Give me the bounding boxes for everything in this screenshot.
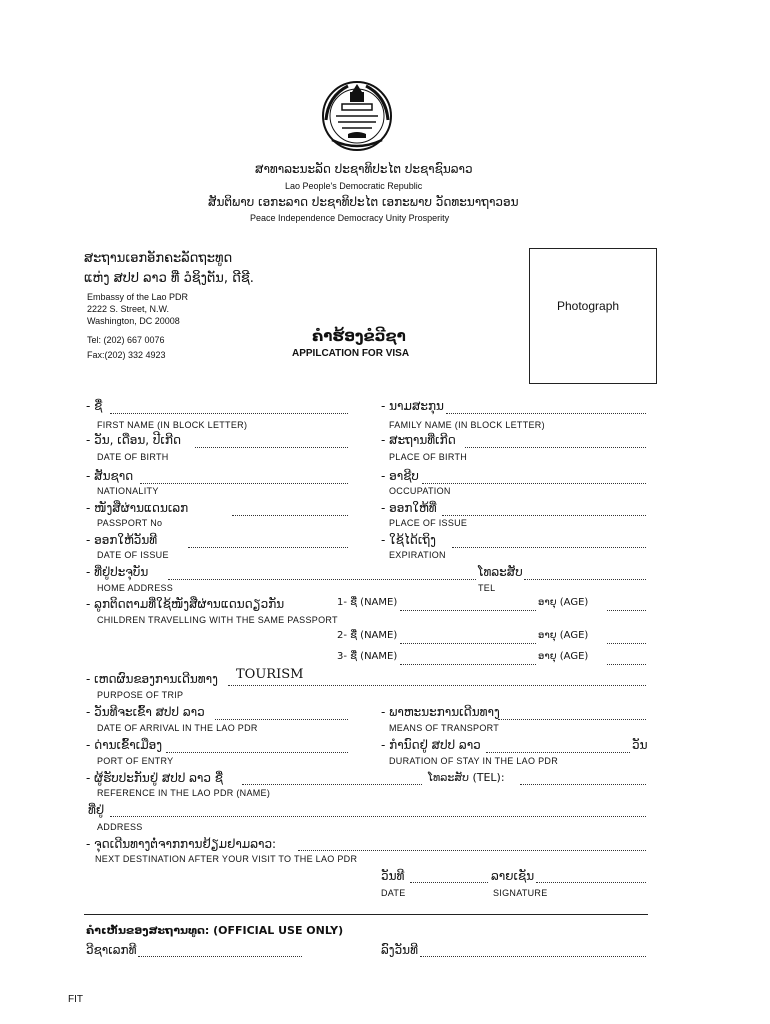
next-destination-field[interactable] [298, 850, 646, 851]
occupation-label-en: OCCUPATION [389, 486, 451, 496]
header-motto-lao: ສັນຕິພາບ ເອກະລາດ ປະຊາທິປະໄຕ ເອກະພາບ ວັດທະນາຖາວອນ [208, 195, 519, 209]
expiration-label-lao: - ໃຊ້ໄດ້ເຖິງ [381, 533, 436, 547]
transport-label-lao: - ພາຫະນະການເດີນທາງ [381, 705, 500, 719]
arrival-label-lao: - ວັນທີຈະເຂົ້າ ສປປ ລາວ [86, 705, 205, 719]
first-name-field[interactable] [110, 413, 348, 414]
duration-label-en: DURATION OF STAY IN THE LAO PDR [389, 756, 558, 766]
home-address-label-lao: - ທີ່ຢູ່ປະຈຸບັນ [86, 565, 149, 579]
dob-label-lao: - ວັນ, ເດືອນ, ປີເກີດ [86, 433, 182, 447]
official-divider [84, 914, 648, 915]
poi-field[interactable] [442, 515, 646, 516]
pob-label-en: PLACE OF BIRTH [389, 452, 468, 462]
home-address-label-en: HOME ADDRESS [97, 583, 174, 593]
photograph-label: Photograph [557, 299, 620, 313]
arrival-field[interactable] [215, 719, 348, 720]
poi-label-en: PLACE OF ISSUE [389, 518, 468, 528]
doi-field[interactable] [188, 547, 348, 548]
purpose-field[interactable] [228, 685, 646, 686]
transport-label-en: MEANS OF TRANSPORT [389, 723, 500, 733]
embassy-lao-line2: ແຫ່ງ ສປປ ລາວ ທີ່ ວໍຊິງຕັນ, ດີຊີ. [84, 271, 254, 286]
passport-field[interactable] [232, 515, 348, 516]
next-destination-label-en: NEXT DESTINATION AFTER YOUR VISIT TO THE LAO PDR [95, 854, 358, 864]
doi-label-lao: - ອອກໃຫ້ວັນທີ [86, 533, 158, 547]
family-name-label-lao: - ນາມສະກຸນ [381, 399, 444, 413]
embassy-city: Washington, DC 20008 [87, 316, 180, 326]
pob-label-lao: - ສະຖານທີ່ເກີດ [381, 433, 456, 447]
address-field[interactable] [110, 816, 646, 817]
child3-name-label: 3- ຊື່ (NAME) [337, 651, 398, 662]
sign-date-label: ລົງວັນທີ [381, 943, 418, 957]
child1-age-field[interactable] [607, 610, 646, 611]
visa-number-field[interactable] [138, 956, 302, 957]
family-name-field[interactable] [446, 413, 646, 414]
dob-field[interactable] [195, 447, 348, 448]
duration-field[interactable] [486, 752, 630, 753]
nationality-field[interactable] [140, 483, 348, 484]
tel-field[interactable] [524, 579, 646, 580]
date-label-lao: ວັນທີ [381, 869, 405, 883]
child3-age-label: ອາຍຸ (AGE) [538, 651, 589, 662]
next-destination-label-lao: - ຈຸດເດີນທາງຕໍ່ຈາກການຢ້ຽມຢາມລາວ: [86, 837, 277, 851]
form-title-en: APPILCATION FOR VISA [292, 348, 410, 359]
signature-label-en: SIGNATURE [493, 888, 548, 898]
sign-date-field[interactable] [420, 956, 646, 957]
entry-label-lao: - ດ່ານເຂົ້າເມືອງ [86, 738, 163, 752]
lao-national-emblem [318, 76, 396, 154]
header-country-en: Lao People's Democratic Republic [285, 181, 423, 191]
embassy-street: 2222 S. Street, N.W. [87, 304, 170, 314]
first-name-label-en: FIRST NAME (IN BLOCK LETTER) [97, 420, 248, 430]
purpose-label-en: PURPOSE OF TRIP [97, 690, 184, 700]
reference-tel-label: ໂທລະສັບ (TEL): [428, 771, 505, 784]
photograph-box[interactable] [529, 248, 657, 384]
reference-name-field[interactable] [242, 784, 422, 785]
occupation-field[interactable] [422, 483, 646, 484]
purpose-value: TOURISM [236, 667, 304, 682]
child1-name-label: 1- ຊື່ (NAME) [337, 597, 398, 608]
poi-label-lao: - ອອກໃຫ້ທີ່ [381, 501, 437, 515]
expiration-label-en: EXPIRATION [389, 550, 446, 560]
date-label-en: DATE [381, 888, 406, 898]
child2-name-label: 2- ຊື່ (NAME) [337, 630, 398, 641]
address-label-en: ADDRESS [97, 822, 143, 832]
pob-field[interactable] [465, 447, 646, 448]
child2-age-label: ອາຍຸ (AGE) [538, 630, 589, 641]
passport-label-lao: - ໜັງສືຜ່ານແດນເລກ [86, 501, 189, 515]
signature-field[interactable] [536, 882, 646, 883]
family-name-label-en: FAMILY NAME (IN BLOCK LETTER) [389, 420, 545, 430]
signature-label-lao: ລາຍເຊັນ [491, 869, 535, 883]
address-label-lao: ທີ່ຢູ່ [88, 803, 105, 817]
embassy-lao-line1: ສະຖານເອກອັກຄະລັດຖະທູດ [84, 251, 233, 266]
doi-label-en: DATE OF ISSUE [97, 550, 169, 560]
occupation-label-lao: - ອາຊີບ [381, 469, 419, 483]
form-title-lao: ຄໍາຮ້ອງຂໍວີຊາ [312, 327, 406, 345]
duration-label-lao: - ກຳນົດຢູ່ ສປປ ລາວ [381, 738, 481, 752]
first-name-label-lao: - ຊື່ [86, 399, 103, 413]
purpose-label-lao: - ເຫດຜົນຂອງການເດີນທາງ [86, 672, 218, 686]
tel-label-lao: ໂທລະສັບ [478, 565, 523, 579]
child1-name-field[interactable] [400, 610, 536, 611]
child1-age-label: ອາຍຸ (AGE) [538, 597, 589, 608]
home-address-field[interactable] [168, 579, 476, 580]
child3-name-field[interactable] [400, 664, 536, 665]
nationality-label-en: NATIONALITY [97, 486, 159, 496]
child3-age-field[interactable] [607, 664, 646, 665]
nationality-label-lao: - ສັນຊາດ [86, 469, 134, 483]
child2-name-field[interactable] [400, 643, 536, 644]
transport-field[interactable] [498, 719, 646, 720]
header-motto-en: Peace Independence Democracy Unity Prosperity [250, 213, 450, 223]
passport-label-en: PASSPORT No [97, 518, 163, 528]
expiration-field[interactable] [452, 547, 646, 548]
official-use-title: ຄຳເຫັນຂອງສະຖານທູດ: (OFFICIAL USE ONLY) [86, 924, 344, 937]
date-field[interactable] [410, 882, 488, 883]
reference-label-lao: - ຜູ້ຮັບປະກັນຢູ່ ສປປ ລາວ ຊື່ [86, 771, 224, 785]
arrival-label-en: DATE OF ARRIVAL IN THE LAO PDR [97, 723, 258, 733]
children-label-lao: - ລູກຕິດຕາມທີ່ໃຊ້ໜັງສືຜ່ານແດນດຽວກັນ [86, 597, 285, 611]
embassy-fax: Fax:(202) 332 4923 [87, 350, 166, 360]
duration-unit: ວັນ [632, 738, 648, 752]
embassy-tel: Tel: (202) 667 0076 [87, 335, 165, 345]
header-country-lao: ສາທາລະນະລັດ ປະຊາທິປະໄຕ ປະຊາຊົນລາວ [255, 162, 473, 176]
dob-label-en: DATE OF BIRTH [97, 452, 169, 462]
child2-age-field[interactable] [607, 643, 646, 644]
visa-number-label: ວີຊາເລກທີ [86, 943, 137, 957]
tel-label-en: TEL [478, 583, 496, 593]
reference-label-en: REFERENCE IN THE LAO PDR (NAME) [97, 788, 271, 798]
reference-tel-field[interactable] [520, 784, 646, 785]
entry-field[interactable] [166, 752, 348, 753]
embassy-name: Embassy of the Lao PDR [87, 292, 189, 302]
children-label-en: CHILDREN TRAVELLING WITH THE SAME PASSPORT [97, 615, 338, 625]
footer-mark: FIT [68, 994, 83, 1005]
entry-label-en: PORT OF ENTRY [97, 756, 174, 766]
